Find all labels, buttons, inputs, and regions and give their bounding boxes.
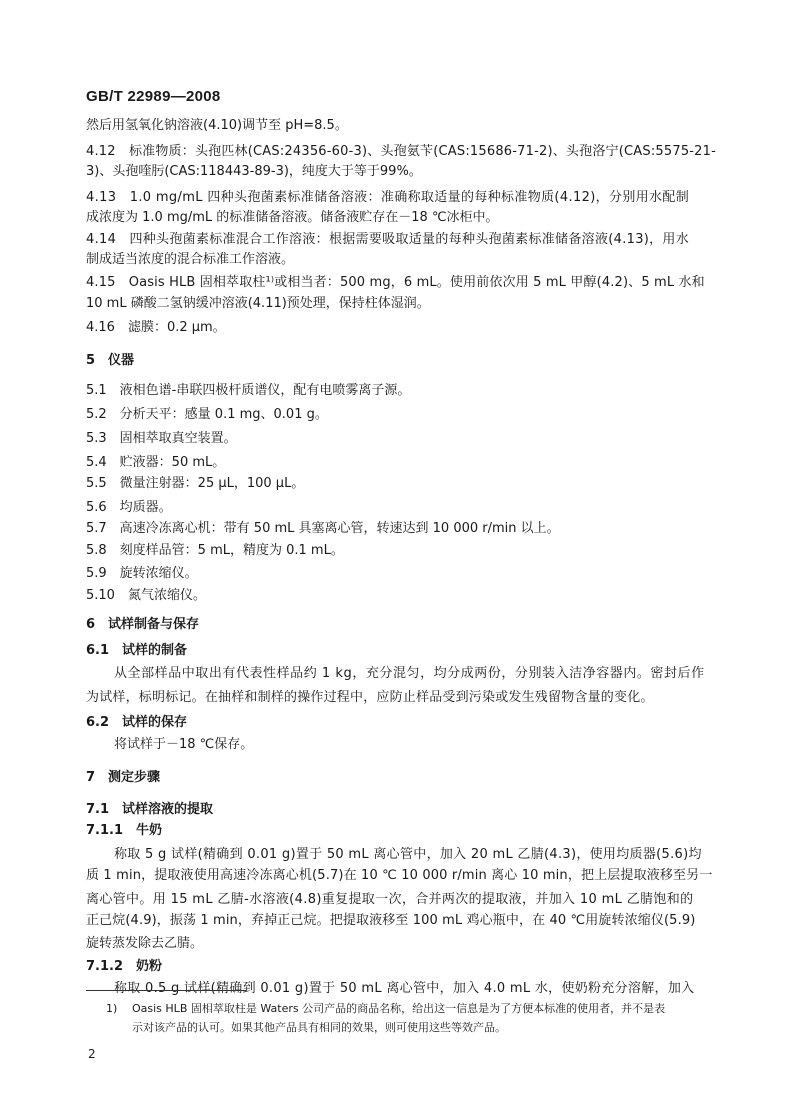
text-line: 然后用氢氧化钠溶液(4.10)调节至 pH=8.5。	[86, 118, 348, 133]
text-line: 5.2 分析天平：感量 0.1 mg、0.01 g。	[86, 407, 328, 422]
text-line: 离心管中。用 15 mL 乙腈-水溶液(4.8)重复提取一次，合并两次的提取液，并加入 10 mL 乙腈饱和的	[86, 892, 694, 907]
text-line: 5.8 刻度样品管：5 mL，精度为 0.1 mL。	[86, 543, 344, 558]
text-line: 质 1 min，提取液使用高速冷冻离心机(5.7)在 10 ℃ 10 000 r/min 离心 10 min，把上层提取液移至另一	[86, 868, 713, 883]
text-line: 5.3 固相萃取真空装置。	[86, 431, 237, 446]
text-line: 旋转蒸发除去乙腈。	[86, 936, 204, 951]
section-heading: 7 测定步骤	[86, 770, 161, 785]
section-heading: 6 试样制备与保存	[86, 617, 200, 632]
text-line: 制成适当浓度的混合标准工作溶液。	[86, 252, 295, 267]
text-line: 4.16 滤膜：0.2 μm。	[86, 320, 226, 335]
text-line: 5.9 旋转浓缩仪。	[86, 566, 198, 581]
text-line: 3)、头孢喹肟(CAS:118443-89-3)，纯度大于等于99%。	[86, 164, 422, 179]
text-line: 称取 5 g 试样(精确到 0.01 g)置于 50 mL 离心管中，加入 20 mL 乙腈(4.3)，使用均质器(5.6)均	[114, 847, 702, 862]
text-line: 5.10 氮气浓缩仪。	[86, 588, 206, 603]
text-line: 4.12 标准物质：头孢匹林(CAS:24356-60-3)、头孢氨苄(CAS:15686-71-2)、头孢洛宁(CAS:5575-21-	[86, 144, 717, 159]
text-line: 从全部样品中取出有代表性样品约 1 kg，充分混匀，均分成两份，分别装入洁净容器内。密封后作	[114, 666, 705, 681]
text-line: 称取 0.5 g 试样(精确到 0.01 g)置于 50 mL 离心管中，加入 4.0 mL 水，使奶粉充分溶解，加入	[114, 981, 695, 996]
section-heading: 6.1 试样的制备	[86, 643, 188, 658]
text-line: 4.13 1.0 mg/mL 四种头孢菌素标准储备溶液：准确称取适量的每种标准物质(4.12)，分别用水配制	[86, 190, 690, 205]
text-line: 5.4 贮液器：50 mL。	[86, 455, 226, 470]
text-line: 4.14 四种头孢菌素标准混合工作溶液：根据需要吸取适量的每种头孢菌素标准储备溶液(4.13)，用水	[86, 232, 690, 247]
section-heading: 7.1.2 奶粉	[86, 959, 163, 974]
text-line: 4.15 Oasis HLB 固相萃取柱¹⁾或相当者：500 mg，6 mL。使用前依次用 5 mL 甲醇(4.2)、5 mL 水和	[86, 275, 705, 290]
page-number: 2	[88, 1047, 96, 1061]
footnote-line-1: Oasis HLB 固相萃取柱是 Waters 公司产品的商品名称，给出这一信息是为了方便本标准的使用者，并不是表	[132, 1002, 666, 1015]
section-heading: 6.2 试样的保存	[86, 715, 188, 730]
section-heading: 5 仪器	[86, 353, 135, 368]
footnote-divider	[86, 990, 246, 991]
text-line: 5.7 高速冷冻离心机：带有 50 mL 具塞离心管，转速达到 10 000 r/min 以上。	[86, 521, 560, 536]
text-line: 10 mL 磷酸二氢钠缓冲溶液(4.11)预处理，保持柱体湿润。	[86, 296, 430, 311]
text-line: 5.5 微量注射器：25 μL，100 μL。	[86, 476, 305, 491]
text-line: 正己烷(4.9)，振荡 1 min，弃掉正己烷。把提取液移至 100 mL 鸡心瓶中，在 40 ℃用旋转浓缩仪(5.9)	[86, 913, 696, 928]
footnote-line-2: 示对该产品的认可。如果其他产品具有相同的效果，则可使用这些等效产品。	[132, 1021, 506, 1034]
standard-code: GB/T 22989—2008	[86, 88, 221, 105]
text-line: 将试样于－18 ℃保存。	[114, 737, 254, 752]
text-line: 5.1 液相色谱-串联四极杆质谱仪，配有电喷雾离子源。	[86, 383, 411, 398]
text-line: 成浓度为 1.0 mg/mL 的标准储备溶液。储备液贮存在－18 ℃冰柜中。	[86, 210, 499, 225]
footnote-marker: 1)	[106, 1002, 118, 1015]
section-heading: 7.1.1 牛奶	[86, 823, 163, 838]
text-line: 5.6 均质器。	[86, 500, 172, 515]
section-heading: 7.1 试样溶液的提取	[86, 802, 214, 817]
text-line: 为试样，标明标记。在抽样和制样的操作过程中，应防止样品受到污染或发生残留物含量的变化。	[86, 690, 654, 705]
